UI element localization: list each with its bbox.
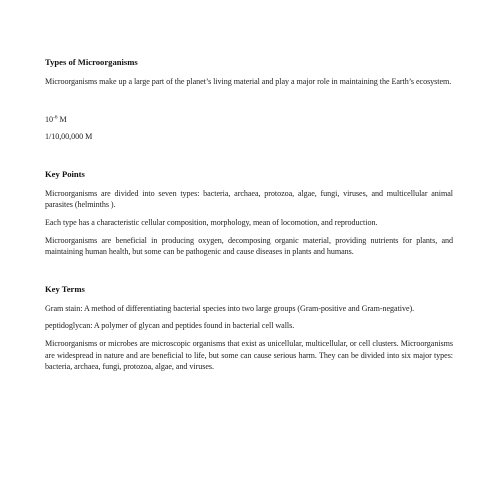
measure-unit: M [57, 114, 67, 124]
key-point-item: Microorganisms are divided into seven types: bacteria, archaea, protozoa, algae, fungi, viruses, and multicellular animal parasites (helminths ). [45, 188, 453, 210]
key-term-item: peptidoglycan: A polymer of glycan and peptides found in bacterial cell walls. [45, 321, 295, 331]
measure-fraction-line: 1/10,00,000 M [45, 132, 93, 142]
key-point-item: Microorganisms are beneficial in producing oxygen, decomposing organic material, providing nutrients for plants, and maintaining human health, but some can be pathogenic and cause diseases in plants and humans. [45, 235, 453, 257]
spacer [45, 258, 453, 284]
key-term-item: Microorganisms or microbes are microscopic organisms that exist as unicellular, multicellular, or cell clusters. Microorganisms are widespread in nature and are beneficial to life, but some can cause serious harm. They can be divided into six major types: bacteria, archaea, fungi, protozoa, algae, and viruses. [45, 338, 453, 372]
spacer [45, 68, 453, 76]
key-points-heading: Key Points [45, 168, 85, 179]
spacer [45, 180, 453, 188]
measure-exponent-line [45, 114, 453, 126]
key-point-item: Each type has a characteristic cellular composition, morphology, mean of locomotion, and reproduction. [45, 217, 378, 227]
spacer [45, 88, 453, 114]
spacer [45, 295, 453, 303]
intro-paragraph: Microorganisms make up a large part of the planet’s living material and play a major role in maintaining the Earth’s ecosystem. [45, 77, 452, 86]
measure-base: 10 [45, 114, 53, 124]
measure-exponent: -6 [53, 113, 58, 120]
spacer [45, 143, 453, 169]
key-term-item: Gram stain: A method of differentiating bacterial species into two large groups (Gram-positive and Gram-negative). [45, 303, 415, 313]
document-title: Types of Microorganisms [45, 57, 138, 67]
document-page [45, 57, 453, 373]
key-terms-heading: Key Terms [45, 283, 85, 294]
